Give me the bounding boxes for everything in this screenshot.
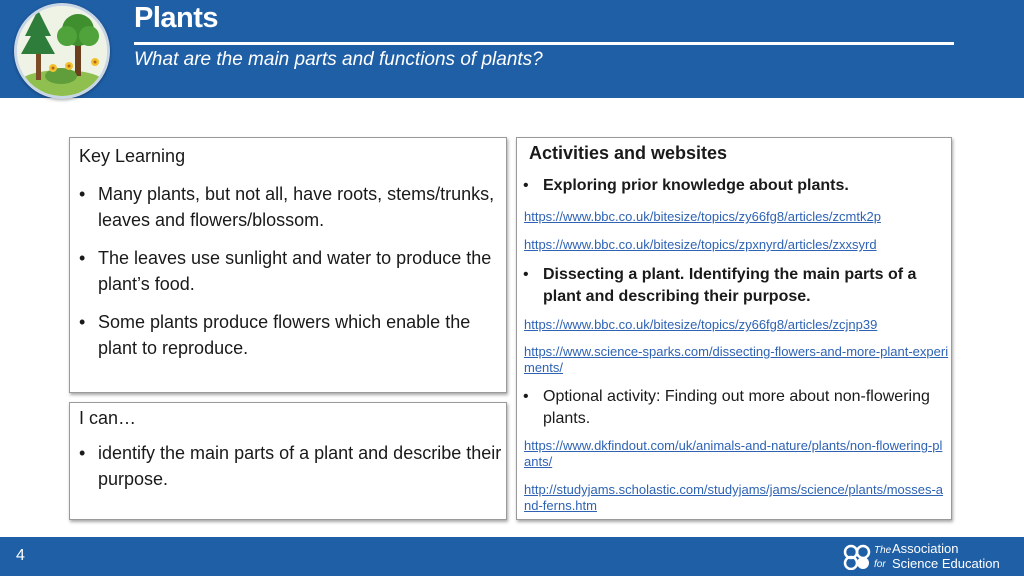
- ase-logo-line1: Association: [892, 541, 959, 556]
- page-subtitle: What are the main parts and functions of plants?: [134, 49, 543, 70]
- key-learning-item: • Some plants produce flowers which enable the plant to reproduce.: [79, 309, 499, 361]
- bbc-bitesize-link[interactable]: https://www.bbc.co.uk/bitesize/topics/zpxnyrd/articles/zxxsyrd: [524, 237, 877, 252]
- key-learning-panel: [69, 137, 507, 393]
- activity-item: • Dissecting a plant. Identifying the main parts of a plant and describing their purpose.: [523, 266, 917, 305]
- activity-item: • Exploring prior knowledge about plants.: [523, 175, 943, 197]
- bullet-icon: •: [79, 443, 86, 463]
- key-learning-heading: Key Learning: [79, 146, 186, 166]
- activities-panel: [516, 137, 952, 520]
- bullet-icon: •: [79, 248, 86, 268]
- page-title: Plants: [134, 2, 219, 34]
- key-learning-item: • The leaves use sunlight and water to produce the plant’s food.: [79, 245, 504, 297]
- i-can-item: • identify the main parts of a plant and describe their purpose.: [79, 440, 507, 492]
- page-number: 4: [16, 547, 25, 564]
- title-divider: [134, 42, 954, 45]
- bullet-icon: •: [523, 388, 529, 405]
- science-sparks-link[interactable]: https://www.science-sparks.com/dissecting-flowers-and-more-plant-experiments/: [524, 344, 949, 375]
- bbc-bitesize-link[interactable]: https://www.bbc.co.uk/bitesize/topics/zy66fg8/articles/zcjnp39: [524, 317, 878, 332]
- ase-logo-for: for: [874, 559, 886, 570]
- header-band: [0, 0, 1024, 98]
- i-can-panel: [69, 402, 507, 520]
- ase-logo-the: The: [874, 545, 892, 556]
- bullet-icon: •: [523, 266, 529, 283]
- footer-band: [0, 537, 1024, 576]
- activity-item: • Optional activity: Finding out more about non-flowering plants.: [523, 388, 930, 427]
- bullet-icon: •: [79, 312, 86, 332]
- ase-logo-line2: Science Education: [892, 556, 1000, 571]
- key-learning-item: • Many plants, but not all, have roots, stems/trunks, leaves and flowers/blossom.: [79, 181, 499, 233]
- bbc-bitesize-link[interactable]: https://www.bbc.co.uk/bitesize/topics/zy66fg8/articles/zcmtk2p: [524, 209, 881, 224]
- activities-heading: Activities and websites: [529, 143, 728, 163]
- ase-logo: [843, 541, 1019, 573]
- i-can-heading: I can…: [79, 408, 137, 428]
- ase-logo-icon: [843, 544, 871, 570]
- bullet-icon: •: [79, 184, 86, 204]
- dkfindout-link[interactable]: https://www.dkfindout.com/uk/animals-and-nature/plants/non-flowering-plants/: [524, 438, 943, 469]
- plants-logo-icon: [14, 3, 110, 99]
- studyjams-link[interactable]: http://studyjams.scholastic.com/studyjams/jams/science/plants/mosses-and-ferns.htm: [524, 482, 944, 513]
- bullet-icon: •: [523, 177, 529, 194]
